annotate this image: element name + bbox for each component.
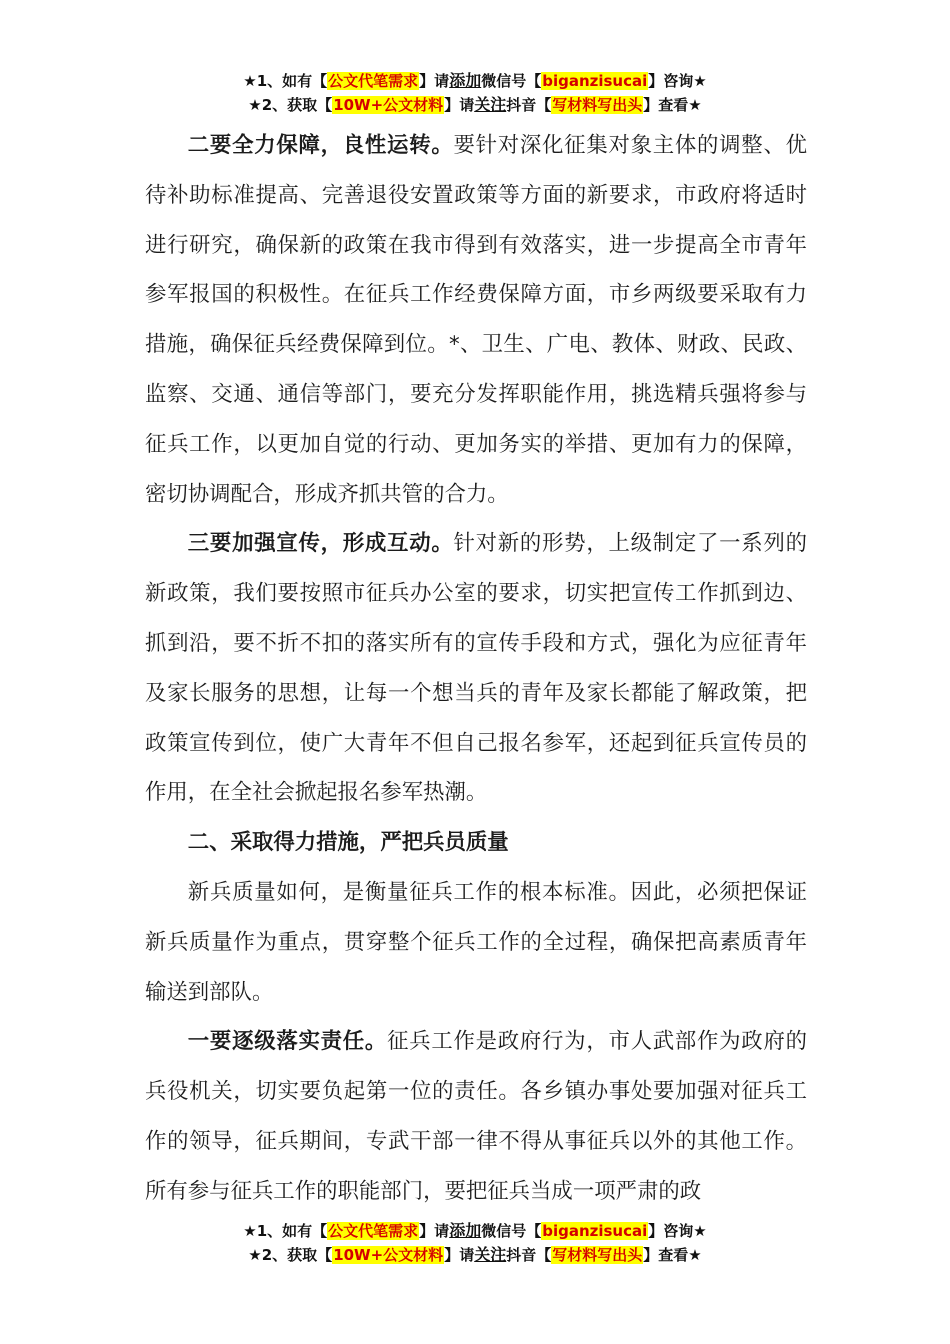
- promo-text: 】请: [444, 96, 475, 114]
- paragraph: [145, 519, 807, 818]
- paragraph-lead: 二要全力保障，良性运转。: [187, 133, 454, 158]
- highlight-service: 公文代笔需求: [328, 72, 419, 90]
- promo-line-2: [0, 93, 950, 117]
- paragraph: [145, 121, 807, 519]
- emphasis-follow: 关注: [474, 1245, 507, 1264]
- highlight-service: 公文代笔需求: [328, 1222, 419, 1240]
- highlight-wechat-id: biganzisucai: [542, 72, 648, 90]
- promo-text: ★2、获取【: [248, 1246, 333, 1264]
- paragraph-text: 要针对深化征集对象主体的调整、优待补助标准提高、完善退役安置政策等方面的新要求，市政府将适时进行研究，确保新的政策在我市得到有效落实，进一步提高全市青年参军报国的积极性。在征兵工作经费保障方面，市乡两级要采取有力措施，确保征兵经费保障到位。*、卫生、广电、教体、财政、民政、监察、交通、通信等部门，要充分发挥职能作用，挑选精兵强将参与征兵工作，以更加自觉的行动、更加务实的举措、更加有力的保障，密切协调配合，形成齐抓共管的合力。: [145, 133, 807, 507]
- highlight-douyin: 写材料写出头: [552, 1246, 643, 1264]
- promo-text: ★1、如有【: [243, 72, 328, 90]
- highlight-wechat-id: biganzisucai: [542, 1222, 648, 1240]
- promo-text: ★2、获取【: [248, 96, 333, 114]
- promo-line-1: [0, 69, 950, 93]
- promo-text: 】咨询★: [648, 72, 707, 90]
- paragraph-lead: 一要逐级落实责任。: [187, 1029, 388, 1055]
- paragraph: [145, 868, 807, 1017]
- promo-line-1: [0, 1219, 950, 1243]
- promo-text: 微信号【: [481, 72, 542, 90]
- paragraph: [145, 1017, 807, 1216]
- section-heading: 二、采取得力措施，严把兵员质量: [187, 830, 509, 856]
- promo-text: 抖音【: [506, 1246, 552, 1264]
- promo-line-2: [0, 1243, 950, 1267]
- promo-banner-top: [0, 69, 950, 117]
- paragraph-lead: 三要加强宣传，形成互动。: [187, 531, 454, 557]
- promo-text: 微信号【: [481, 1222, 542, 1240]
- promo-text: 】查看★: [643, 1246, 702, 1264]
- promo-banner-bottom: [0, 1219, 950, 1267]
- emphasis-add: 添加: [449, 1221, 482, 1240]
- promo-text: 】请: [419, 1222, 450, 1240]
- promo-text: 】查看★: [643, 96, 702, 114]
- emphasis-add: 添加: [449, 71, 482, 90]
- promo-text: 】咨询★: [648, 1222, 707, 1240]
- highlight-material: 10W+公文材料: [333, 96, 444, 114]
- highlight-material: 10W+公文材料: [333, 1246, 444, 1264]
- highlight-douyin: 写材料写出头: [552, 96, 643, 114]
- paragraph-text: 新兵质量如何，是衡量征兵工作的根本标准。因此，必须把保证新兵质量作为重点，贯穿整个征兵工作的全过程，确保把高素质青年输送到部队。: [145, 879, 807, 1005]
- paragraph-text: 征兵工作是政府行为，市人武部作为政府的兵役机关，切实要负起第一位的责任。各乡镇办事处要加强对征兵工作的领导，征兵期间，专武干部一律不得从事征兵以外的其他工作。所有参与征兵工作的职能部门，要把征兵当成一项严肃的政: [145, 1029, 807, 1204]
- promo-text: 抖音【: [506, 96, 552, 114]
- promo-text: 】请: [419, 72, 450, 90]
- document-body: [145, 121, 807, 1217]
- paragraph-text: 针对新的形势，上级制定了一系列的新政策，我们要按照市征兵办公室的要求，切实把宣传工作抓到边、抓到沿，要不折不扣的落实所有的宣传手段和方式，强化为应征青年及家长服务的思想，让每一个想当兵的青年及家长都能了解政策，把政策宣传到位，使广大青年不但自己报名参军，还起到征兵宣传员的作用，在全社会掀起报名参军热潮。: [145, 531, 807, 806]
- emphasis-follow: 关注: [474, 95, 507, 114]
- promo-text: 】请: [444, 1246, 475, 1264]
- promo-text: ★1、如有【: [243, 1222, 328, 1240]
